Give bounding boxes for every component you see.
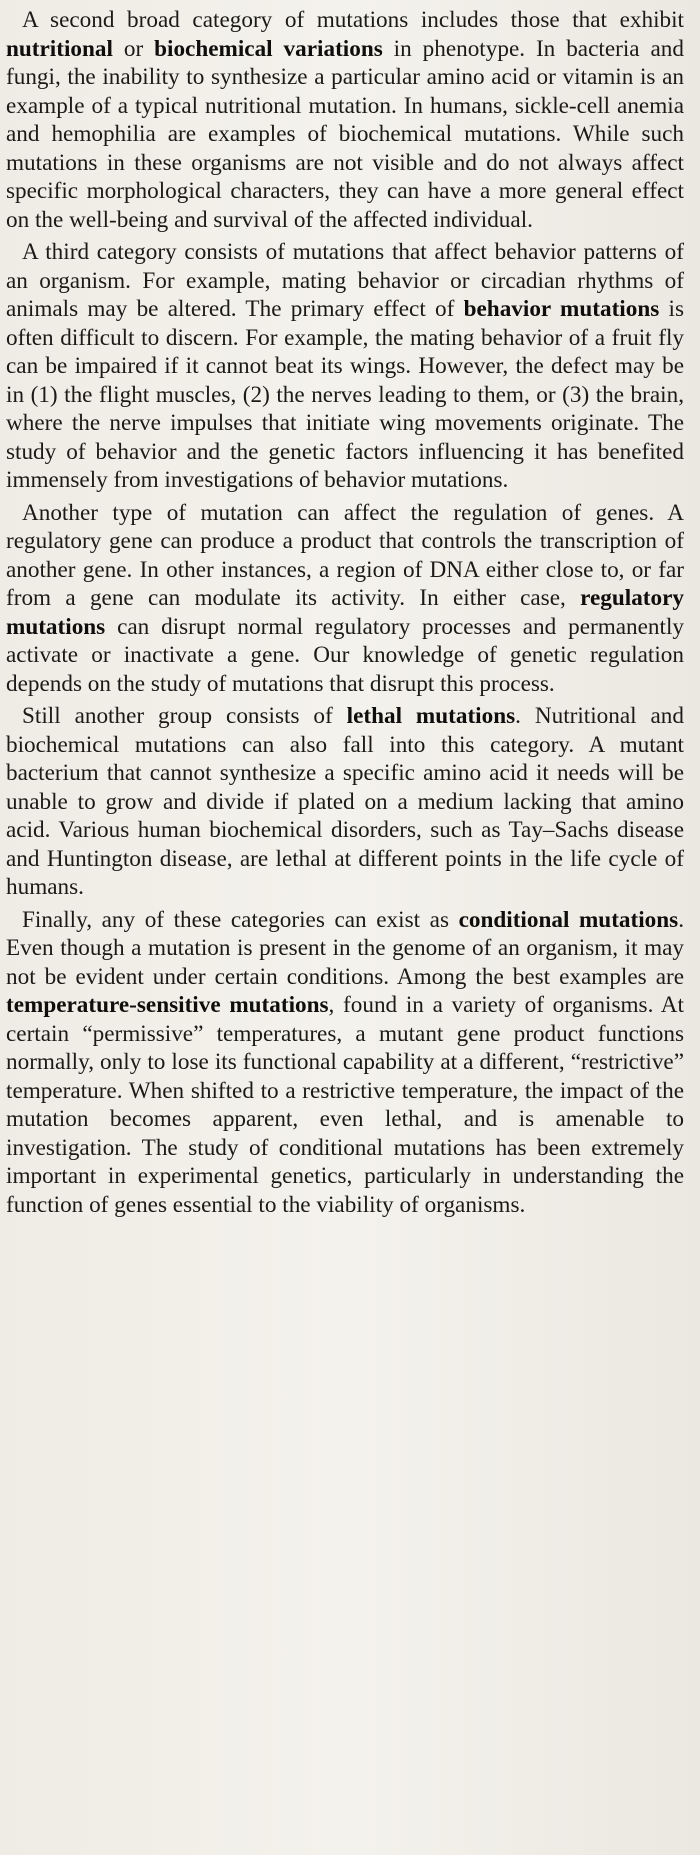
- text-run: . Even though a mutation is present in the genome of an organism, it may not be evident under certain conditions. Among the best examples are: [6, 906, 684, 990]
- text-run: in phenotype. In bacteria and fungi, the inability to synthesize a particular amino acid or vitamin is an example of a typical nutritional mutation. In humans, sickle-cell anemia and hemophilia are examples of biochemical mutations. While such mutations in these organisms are not visible and do not always affect specific morphological characters, they can have a more general effect on the well-being and survival of the affected individual.: [6, 35, 684, 233]
- text-run: Finally, any of these categories can exist as: [22, 906, 459, 933]
- bold-term: nutritional: [6, 35, 113, 62]
- text-run: Another type of mutation can affect the regulation of genes. A regulatory gene can produce a product that controls the transcription of another gene. In other instances, a region of DNA either close to, or far from a gene can modulate its activity. In either case,: [6, 499, 684, 611]
- text-run: A third category consists of mutations that affect behavior patterns of an organism. For example, mating behavior or circadian rhythms of animals may be altered. The primary effect of: [6, 239, 684, 322]
- bold-term: temperature-sensitive mutations: [6, 992, 329, 1018]
- paragraph-regulatory-mutations: [6, 499, 684, 699]
- text-run: is often difficult to discern. For example, the mating behavior of a fruit fly can be impaired if it cannot beat its wings. However, the defect may be in (1) the flight muscles, (2) the nerves leading to them, or (3) the brain, where the nerve impulses that initiate wing movements originate. The study of behavior and the genetic factors influencing it has benefited immensely from investigations of behavior mutations.: [6, 296, 684, 493]
- bold-term: conditional mutations: [458, 906, 679, 933]
- text-run: Still another group consists of: [22, 703, 347, 729]
- text-run: , found in a variety of organisms. At certain “permissive” temperatures, a mutant gene product functions normally, only to lose its functional capability at a different, “restrictive” temperature. When shifted to a restrictive temperature, the impact of the mutation becomes apparent, even lethal, and is amenable to investigation. The study of conditional mutations has been extremely important in experimental genetics, particularly in understanding the function of genes essential to the viability of organisms.: [6, 992, 684, 1218]
- text-run: A second broad category of mutations includes those that exhibit: [22, 7, 684, 33]
- text-run: can disrupt normal regulatory processes and permanently activate or inactivate a gene. Our knowledge of genetic regulation depends on the study of mutations that disrupt this process.: [6, 613, 684, 697]
- bold-term: regulatory mutations: [6, 585, 684, 640]
- paragraph-lethal-mutations: [6, 702, 684, 902]
- text-run: or: [112, 35, 155, 62]
- paragraph-behavior-mutations: [6, 238, 684, 495]
- paragraph-conditional-mutations: [6, 906, 684, 1220]
- paragraph-nutritional-mutations: [6, 6, 684, 234]
- bold-term: lethal mutations: [346, 703, 516, 729]
- text-run: . Nutritional and biochemical mutations can also fall into this category. A mutant bacterium that cannot synthesize a specific amino acid it needs will be unable to grow and divide if plated on a medium lacking that amino acid. Various human biochemical disorders, such as Tay–Sachs disease and Huntington disease, are lethal at different points in the life cycle of humans.: [6, 703, 684, 900]
- bold-term: biochemical variations: [154, 35, 383, 62]
- bold-term: behavior mutations: [463, 296, 660, 322]
- body-text: [6, 6, 684, 1223]
